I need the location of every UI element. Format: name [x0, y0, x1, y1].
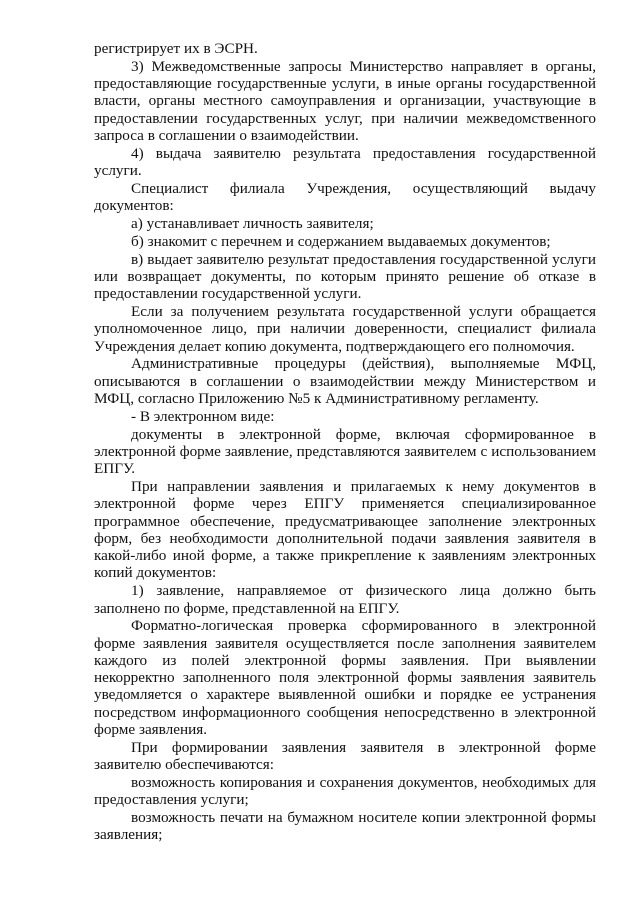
paragraph-6: б) знакомит с перечнем и содержанием выдаваемых документов;	[131, 232, 551, 250]
paragraph-2: 3) Межведомственные запросы Министерство направляет в органы, предоставляющие государственные услуги, в иные органы государственной власти, органы местного самоуправления и организации, участвующие в предоставлении государственных услуг, при наличии межведомственного запроса в соглашении о взаимодействии.	[94, 57, 596, 144]
paragraph-10: - В электронном виде:	[131, 407, 275, 425]
paragraph-15: При формировании заявления заявителя в электронной форме заявителю обеспечиваются:	[94, 738, 596, 774]
paragraph-16: возможность копирования и сохранения документов, необходимых для предоставления услуги;	[94, 773, 596, 809]
paragraph-1: регистрирует их в ЭСРН.	[94, 40, 258, 57]
paragraph-8: Если за получением результата государственной услуги обращается уполномоченное лицо, при наличии доверенности, специалист филиала Учреждения делает копию документа, подтверждающего его полномочия.	[94, 302, 596, 355]
paragraph-12: При направлении заявления и прилагаемых к нему документов в электронной форме через ЕПГУ применяется специализированное программное обеспечение, предусматривающее заполнение электронных форм, без необходимости дополнительной подачи заявления заявителя в какой-либо иной форме, а также прикрепление к заявлениям электронных копий документов:	[94, 477, 596, 582]
paragraph-13: 1) заявление, направляемое от физического лица должно быть заполнено по форме, представленной на ЕПГУ.	[94, 582, 596, 617]
paragraph-5: а) устанавливает личность заявителя;	[131, 214, 374, 232]
paragraph-3: 4) выдача заявителю результата предоставления государственной услуги.	[94, 144, 596, 180]
paragraph-11: документы в электронной форме, включая сформированное в электронной форме заявление, представляются заявителем с использованием ЕПГУ.	[94, 425, 596, 478]
paragraph-4: Специалист филиала Учреждения, осуществляющий выдачу документов:	[94, 179, 596, 215]
paragraph-17: возможность печати на бумажном носителе копии электронной формы заявления;	[94, 809, 596, 844]
paragraph-7: в) выдает заявителю результат предоставления государственной услуги или возвращает документы, по которым принято решение об отказе в предоставлении государственной услуги.	[94, 250, 596, 303]
paragraph-9: Административные процедуры (действия), выполняемые МФЦ, описываются в соглашении о взаимодействии между Министерством и МФЦ, согласно Приложению №5 к Административному регламенту.	[94, 355, 596, 407]
paragraph-14: Форматно-логическая проверка сформированного в электронной форме заявления заявителя осуществляется после заполнения заявителем каждого из полей электронной формы заявления. При выявлении некорректно заполненного поля электронной формы заявления заявитель уведомляется о характере выявленной ошибки и порядке ее устранения посредством информационного сообщения непосредственно в электронной форме заявления.	[94, 617, 596, 739]
